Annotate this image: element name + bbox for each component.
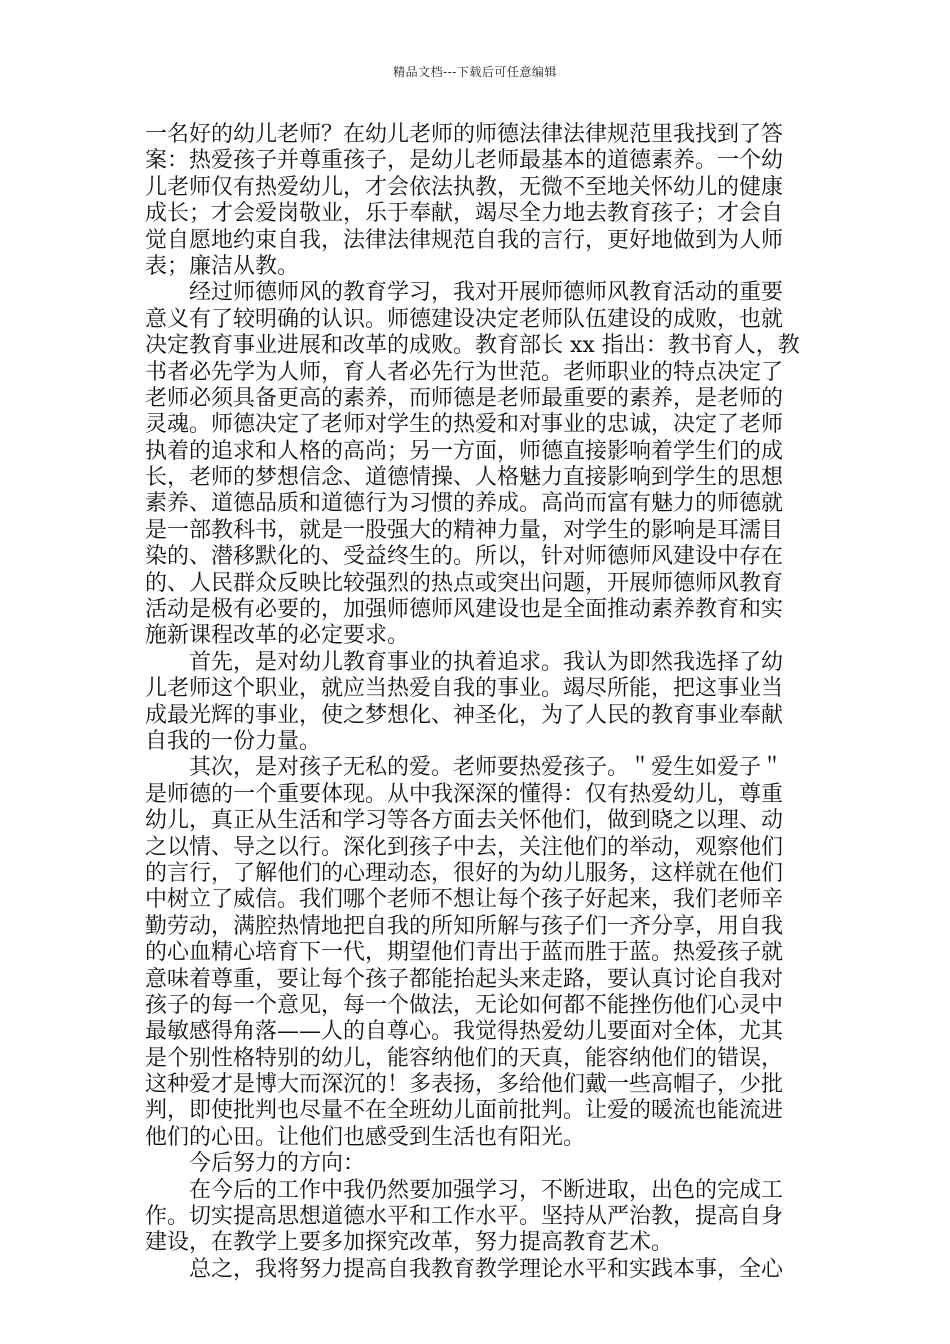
text-line: 之以情、导之以行。深化到孩子中去，关注他们的举动，观察他们 [145, 834, 784, 860]
text-line: 的言行，了解他们的心理动态，很好的为幼儿服务，这样就在他们 [145, 860, 784, 886]
text-line: 幼儿，真正从生活和学习等各方面去关怀他们，做到晓之以理、动 [145, 808, 784, 834]
text-line: 最敏感得角落——人的自尊心。我觉得热爱幼儿要面对全体，尤其 [145, 1019, 784, 1045]
text-line: 意味着尊重，要让每个孩子都能抬起头来走路，要认真讨论自我对 [145, 966, 784, 992]
text-line: 长，老师的梦想信念、道德情操、人格魅力直接影响到学生的思想 [145, 465, 784, 491]
text-line: 经过师德师风的教育学习，我对开展师德师风教育活动的重要 [189, 280, 784, 306]
text-line: 其次，是对孩子无私的爱。老师要热爱孩子。＂爱生如爱子＂ [189, 755, 784, 781]
document-body [145, 122, 807, 1283]
text-line: 施新课程改革的必定要求。 [145, 623, 410, 649]
text-line: 勤劳动，满腔热情地把自我的所知所解与孩子们一齐分享，用自我 [145, 913, 784, 939]
text-line: 自我的一份力量。 [145, 728, 322, 754]
text-line: 儿老师仅有热爱幼儿，才会依法执教，无微不至地关怀幼儿的健康 [145, 174, 784, 200]
text-line: 首先，是对幼儿教育事业的执着追求。我认为即然我选择了幼 [189, 649, 784, 675]
text-line: 建设，在教学上要多加探究改革，努力提高教育艺术。 [145, 1230, 674, 1256]
text-line: 老师必须具备更高的素养，而师德是老师最重要的素养，是老师的 [145, 385, 784, 411]
text-line: 作。切实提高思想道德水平和工作水平。坚持从严治教，提高自身 [145, 1204, 784, 1230]
text-line: 在今后的工作中我仍然要加强学习，不断进取，出色的完成工 [189, 1177, 784, 1203]
text-line: 是师德的一个重要体现。从中我深深的懂得：仅有热爱幼儿，尊重 [145, 781, 784, 807]
page-header: 精品文档---下载后可任意编辑 [393, 65, 557, 79]
text-line: 觉自愿地约束自我，法律法律规范自我的言行，更好地做到为人师 [145, 227, 784, 253]
text-line: 书者必先学为人师，育人者必先行为世范。老师职业的特点决定了 [145, 359, 784, 385]
text-line: 儿老师这个职业，就应当热爱自我的事业。竭尽所能，把这事业当 [145, 676, 784, 702]
text-line: 意义有了较明确的认识。师德建设决定老师队伍建设的成败，也就 [145, 306, 784, 332]
text-line: 成长；才会爱岗敬业，乐于奉献，竭尽全力地去教育孩子；才会自 [145, 201, 784, 227]
text-line: 总之，我将努力提高自我教育教学理论水平和实践本事，全心 [189, 1256, 784, 1282]
text-line: 的心血精心培育下一代，期望他们青出于蓝而胜于蓝。热爱孩子就 [145, 940, 784, 966]
text-line: 是一部教科书，就是一股强大的精神力量，对学生的影响是耳濡目 [145, 517, 784, 543]
text-line: 决定教育事业进展和改革的成败。教育部长 xx 指出：教书育人，教 [145, 333, 800, 359]
text-line: 是个别性格特别的幼儿，能容纳他们的天真，能容纳他们的错误， [145, 1045, 784, 1071]
text-line: 这种爱才是博大而深沉的！多表扬，多给他们戴一些高帽子，少批 [145, 1072, 784, 1098]
text-line: 一名好的幼儿老师？在幼儿老师的师德法律法律规范里我找到了答 [145, 122, 784, 147]
text-line: 他们的心田。让他们也感受到生活也有阳光。 [145, 1124, 586, 1150]
text-line: 的、人民群众反映比较强烈的热点或突出问题，开展师德师风教育 [145, 570, 784, 596]
text-line: 素养、道德品质和道德行为习惯的养成。高尚而富有魅力的师德就 [145, 491, 784, 517]
text-line: 执着的追求和人格的高尚；另一方面，师德直接影响着学生们的成 [145, 438, 784, 464]
text-line: 成最光辉的事业，使之梦想化、神圣化，为了人民的教育事业奉献 [145, 702, 784, 728]
text-line: 孩子的每一个意见，每一个做法，无论如何都不能挫伤他们心灵中 [145, 992, 784, 1018]
text-line: 案：热爱孩子并尊重孩子，是幼儿老师最基本的道德素养。一个幼 [145, 148, 784, 174]
text-line: 表；廉洁从教。 [145, 253, 300, 279]
text-line: 中树立了威信。我们哪个老师不想让每个孩子好起来，我们老师辛 [145, 887, 784, 913]
text-line: 活动是极有必要的，加强师德师风建设也是全面推动素养教育和实 [145, 597, 784, 623]
text-line: 判，即使批判也尽量不在全班幼儿面前批判。让爱的暖流也能流进 [145, 1098, 784, 1124]
text-line: 灵魂。师德决定了老师对学生的热爱和对事业的忠诚，决定了老师 [145, 412, 784, 438]
text-line: 今后努力的方向： [189, 1151, 366, 1177]
text-line: 染的、潜移默化的、受益终生的。所以，针对师德师风建设中存在 [145, 544, 784, 570]
